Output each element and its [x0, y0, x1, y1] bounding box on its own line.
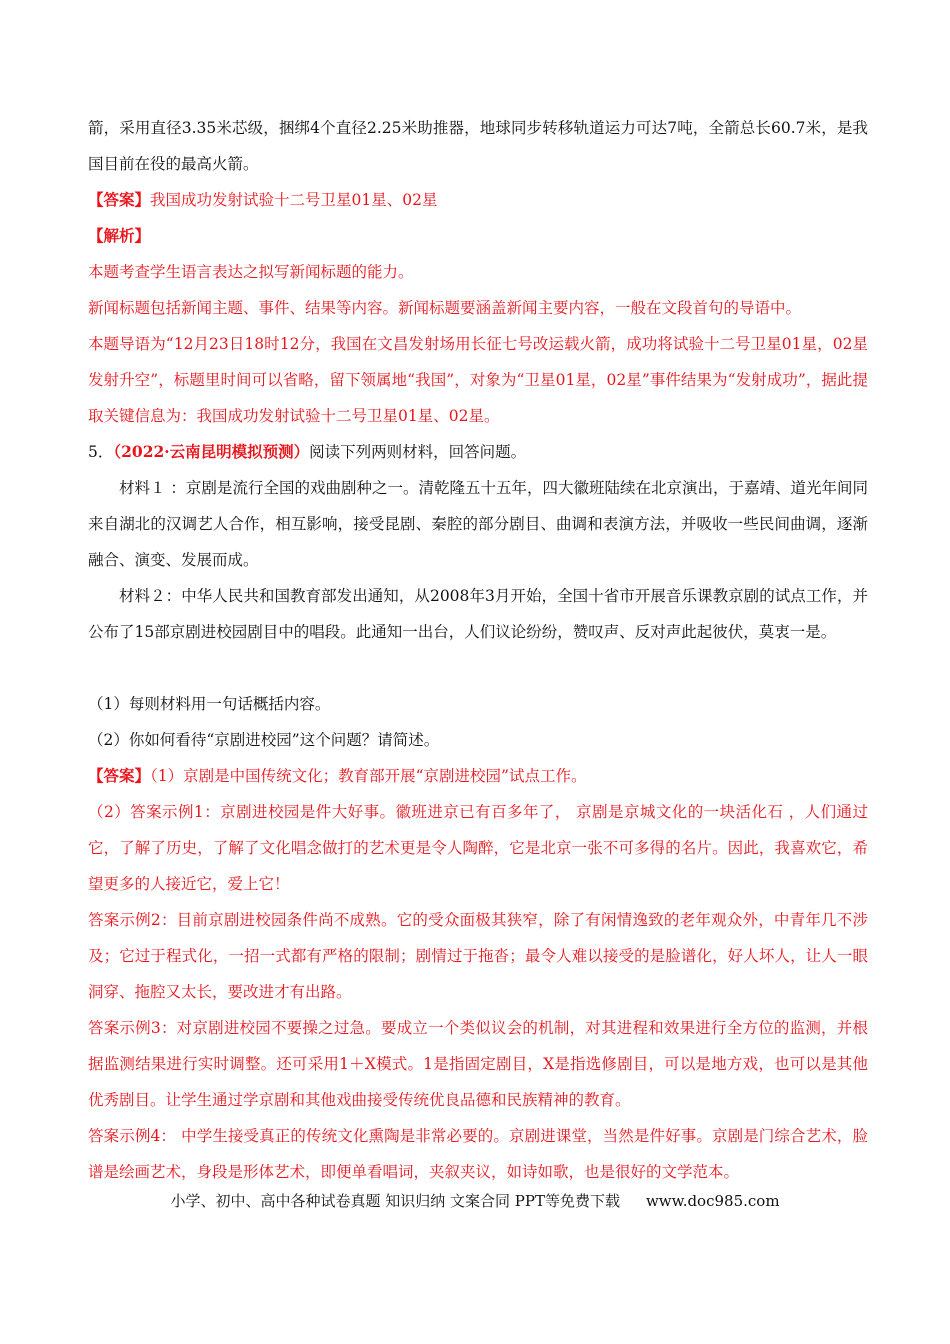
answer-example-3: 答案示例3：对京剧进校园不要操之过急。要成立一个类似议会的机制，对其进程和效果进行全方位的监测，并根据监测结果进行实时调整。还可采用1＋X模式。1是指固定剧目，X是指选修剧目，可以是地方戏，也可以是其他优秀剧目。让学生通过学京剧和其他戏曲接受传统优良品德和民族精神的教育。 — [88, 1019, 868, 1109]
analysis-line-2: 新闻标题包括新闻主题、事件、结果等内容。新闻标题要涵盖新闻主要内容，一般在文段首句的导语中。 — [88, 299, 802, 317]
q4-answer — [88, 182, 868, 218]
q5-header — [88, 434, 868, 470]
question-source: （2022·云南昆明模拟预测） — [113, 442, 310, 461]
sub-question-1: （1）每则材料用一句话概括内容。 — [88, 695, 331, 713]
material-2: 材料２：中华人民共和国教育部发出通知，从2008年3月开始，全国十省市开展音乐课教京剧的试点工作，并公布了15部京剧进校园剧目中的唱段。此通知一出台，人们议论纷纷，赞叹声、反对声此起彼伏，莫衷一是。 — [88, 587, 868, 641]
answer-tag: 【答案】 — [88, 766, 151, 785]
analysis-line-1: 本题考查学生语言表达之拟写新闻标题的能力。 — [88, 263, 414, 281]
answer-example-4: 答案示例4： 中学生接受真正的传统文化熏陶是非常必要的。京剧进课堂，当然是件好事。京剧是门综合艺术，脸谱是绘画艺术，身段是形体艺术，即便单看唱词，夹叙夹议，如诗如歌，也是很好的文学范本。 — [88, 1127, 868, 1181]
q5-answer — [88, 758, 868, 794]
answer-text: 我国成功发射试验十二号卫星01星、02星 — [150, 191, 438, 209]
sub-question-2: （2）你如何看待“京剧进校园”这个问题？请简述。 — [88, 731, 440, 749]
footer-text: 小学、初中、高中各种试卷真题 知识归纳 文案合同 PPT等免费下载 — [170, 1192, 620, 1210]
page-footer — [0, 1190, 950, 1211]
answer-part-1: （1）京剧是中国传统文化；教育部开展“京剧进校园”试点工作。 — [150, 767, 587, 785]
answer-tag: 【答案】 — [88, 190, 151, 209]
question-prompt: 阅读下列两则材料，回答问题。 — [309, 443, 527, 461]
analysis-tag: 【解析】 — [88, 226, 151, 245]
analysis-line-3: 本题导语为“12月23日18时12分，我国在文昌发射场用长征七号改运载火箭，成功将试验十二号卫星01星，02星发射升空”，标题里时间可以省略，留下领属地“我国”，对象为“卫星01星，02星”事件结果为“发射成功”，据此提取关键信息为：我国成功发射试验十二号卫星01星、02星。 — [88, 335, 868, 425]
question-number: 5． — [88, 443, 114, 461]
material-1: 材料１ ：京剧是流行全国的戏曲剧种之一。清乾隆五十五年，四大徽班陆续在北京演出，于嘉靖、道光年间同来自湖北的汉调艺人合作，相互影响，接受昆剧、秦腔的部分剧目、曲调和表演方法，并吸收一些民间曲调，逐渐融合、演变、发展而成。 — [88, 479, 868, 569]
rocket-paragraph: 箭，采用直径3.35米芯级，捆绑4个直径2.25米助推器，地球同步转移轨道运力可达7吨，全箭总长60.7米，是我国目前在役的最高火箭。 — [88, 119, 868, 173]
answer-example-2: 答案示例2：目前京剧进校园条件尚不成熟。它的受众面极其狭窄，除了有闲情逸致的老年观众外，中青年几不涉及；它过于程式化，一招一式都有严格的限制；剧情过于拖沓；最令人难以接受的是脸谱化，好人坏人，让人一眼洞穿、拖腔又太长，要改进才有出路。 — [88, 911, 868, 1001]
answer-example-1: （2）答案示例1：京剧进校园是件大好事。徽班进京已有百多年了， 京剧是京城文化的一块活化石 ，人们通过它，了解了历史，了解了文化唱念做打的艺术更是令人陶醉，它是北京一张不可多得的名片。因此，我喜欢它，希望更多的人接近它，爱上它！ — [88, 803, 868, 893]
footer-url[interactable]: www.doc985.com — [645, 1192, 780, 1210]
